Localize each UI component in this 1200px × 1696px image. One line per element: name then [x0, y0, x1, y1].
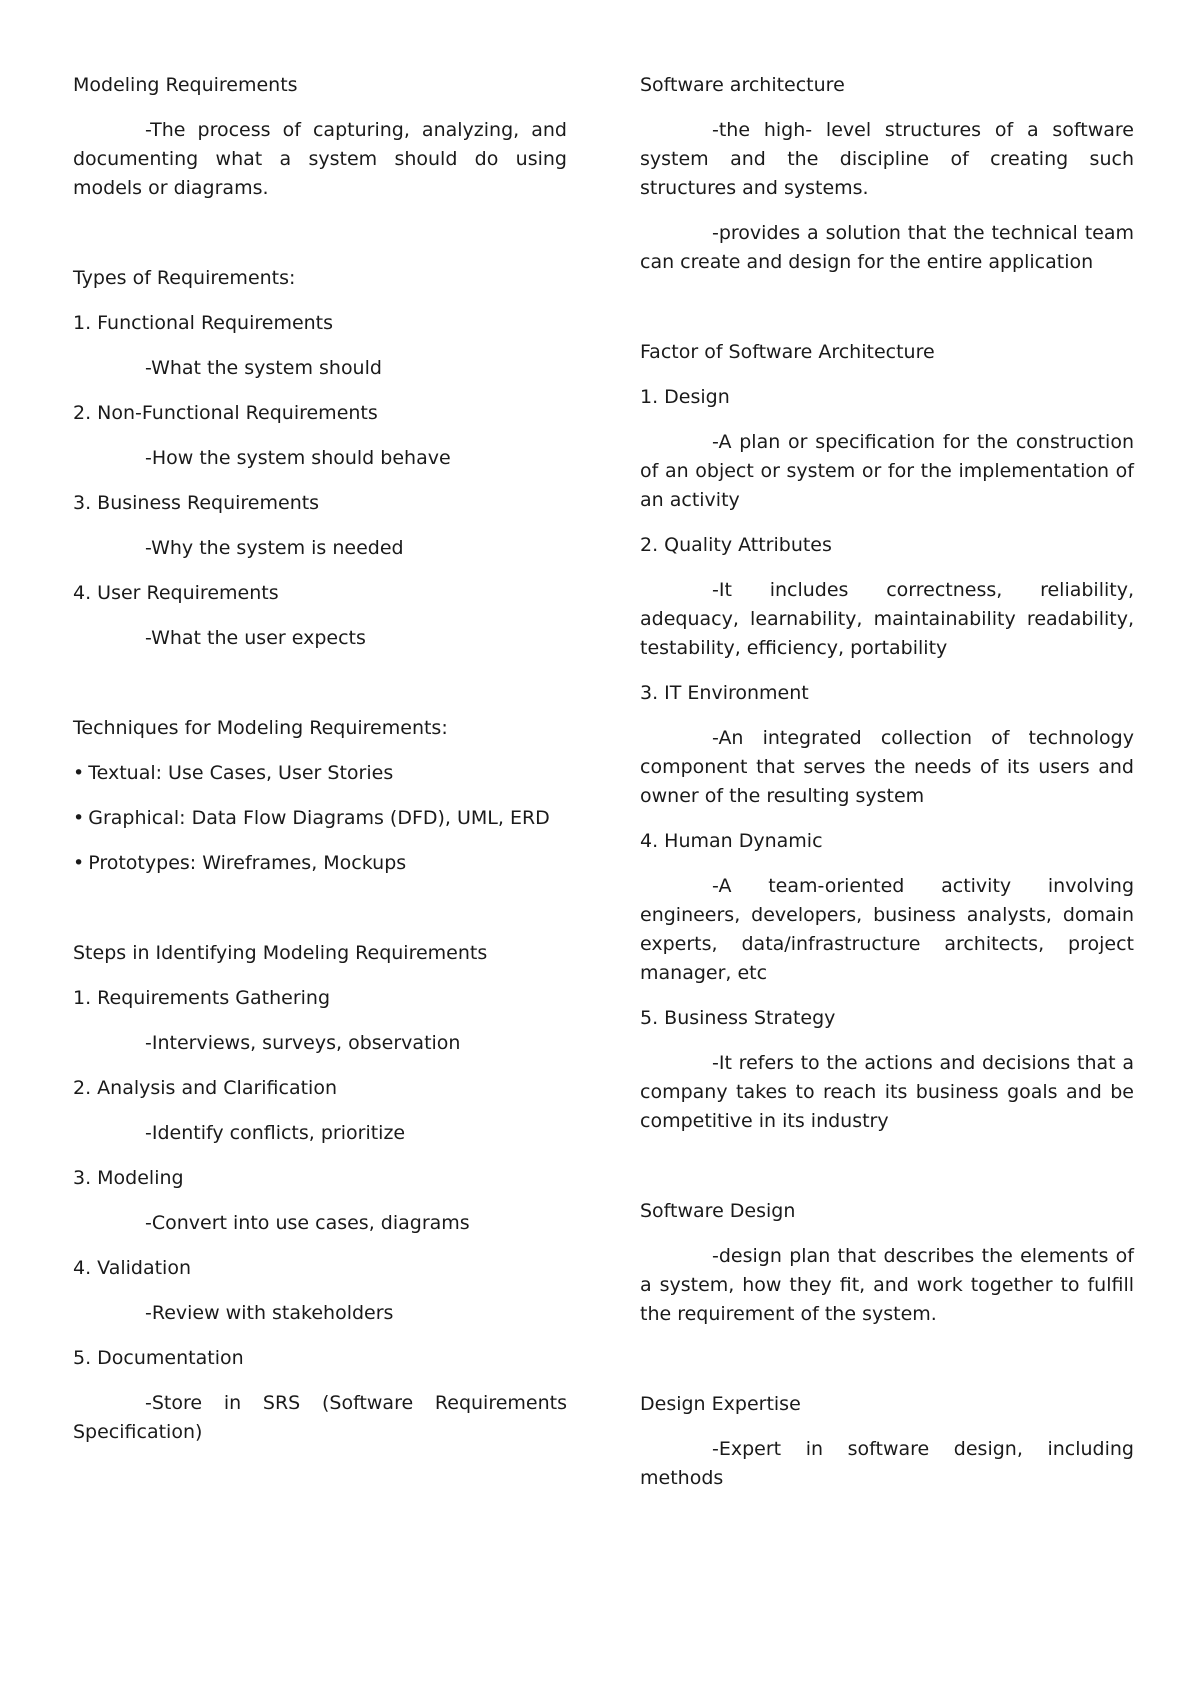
- software-architecture-heading: Software architecture: [640, 74, 845, 96]
- type-nonfunctional-title: 2. Non-Functional Requirements: [73, 402, 378, 424]
- type-business-desc: -Why the system is needed: [145, 537, 404, 559]
- software-design-heading: Software Design: [640, 1200, 796, 1222]
- factor-human-dynamic-desc: -A team-oriented activity involving engineers, developers, business analysts, domain experts, data/infrastructure architects, project manager, etc: [640, 875, 1134, 984]
- spacer: [73, 894, 567, 923]
- factor-quality-title: 2. Quality Attributes: [640, 534, 832, 556]
- software-architecture-definition-2: -provides a solution that the technical team can create and design for the entire application: [640, 222, 1134, 273]
- spacer: [640, 293, 1134, 322]
- spacer: [73, 669, 567, 698]
- type-business-title: 3. Business Requirements: [73, 492, 320, 514]
- design-expertise-definition: -Expert in software design, including methods: [640, 1438, 1134, 1489]
- type-functional-desc: -What the system should: [145, 357, 382, 379]
- step-validation-desc: -Review with stakeholders: [145, 1302, 394, 1324]
- types-of-requirements-heading: Types of Requirements:: [73, 267, 296, 289]
- spacer: [640, 1345, 1134, 1374]
- steps-heading: Steps in Identifying Modeling Requirements: [73, 942, 488, 964]
- techniques-heading: Techniques for Modeling Requirements:: [73, 717, 448, 739]
- factor-heading: Factor of Software Architecture: [640, 341, 935, 363]
- step-documentation-title: 5. Documentation: [73, 1347, 244, 1369]
- step-analysis-title: 2. Analysis and Clarification: [73, 1077, 338, 1099]
- factor-it-environment-title: 3. IT Environment: [640, 682, 809, 704]
- spacer: [640, 1152, 1134, 1181]
- software-design-definition: -design plan that describes the elements of a system, how they fit, and work together to fulfill the requirement of the system.: [640, 1245, 1134, 1325]
- step-analysis-desc: -Identify conflicts, prioritize: [145, 1122, 406, 1144]
- type-functional-title: 1. Functional Requirements: [73, 312, 334, 334]
- step-modeling-desc: -Convert into use cases, diagrams: [145, 1212, 470, 1234]
- type-user-desc: -What the user expects: [145, 627, 366, 649]
- factor-quality-desc: -It includes correctness, reliability, adequacy, learnability, maintainability readability, testability, efficiency, portability: [640, 579, 1134, 659]
- factor-design-title: 1. Design: [640, 386, 730, 408]
- technique-textual: • Textual: Use Cases, User Stories: [73, 759, 567, 788]
- factor-human-dynamic-title: 4. Human Dynamic: [640, 830, 823, 852]
- step-modeling-title: 3. Modeling: [73, 1167, 184, 1189]
- step-gathering-desc: -Interviews, surveys, observation: [145, 1032, 461, 1054]
- factor-business-strategy-title: 5. Business Strategy: [640, 1007, 836, 1029]
- left-column: [73, 71, 567, 1463]
- right-column: [640, 71, 1134, 1509]
- type-user-title: 4. User Requirements: [73, 582, 279, 604]
- factor-design-desc: -A plan or specification for the construction of an object or system or for the implementation of an activity: [640, 431, 1134, 511]
- step-documentation-desc: -Store in SRS (Software Requirements Specification): [73, 1392, 567, 1443]
- technique-graphical: • Graphical: Data Flow Diagrams (DFD), UML, ERD: [73, 804, 567, 833]
- technique-prototypes: • Prototypes: Wireframes, Mockups: [73, 849, 567, 878]
- modeling-requirements-heading: Modeling Requirements: [73, 74, 298, 96]
- modeling-requirements-definition: -The process of capturing, analyzing, and documenting what a system should do using models or diagrams.: [73, 119, 567, 199]
- design-expertise-heading: Design Expertise: [640, 1393, 801, 1415]
- step-gathering-title: 1. Requirements Gathering: [73, 987, 331, 1009]
- spacer: [73, 219, 567, 248]
- step-validation-title: 4. Validation: [73, 1257, 191, 1279]
- type-nonfunctional-desc: -How the system should behave: [145, 447, 451, 469]
- factor-it-environment-desc: -An integrated collection of technology component that serves the needs of its users and owner of the resulting system: [640, 727, 1134, 807]
- factor-business-strategy-desc: -It refers to the actions and decisions that a company takes to reach its business goals and be competitive in its industry: [640, 1052, 1134, 1132]
- software-architecture-definition: -the high- level structures of a software system and the discipline of creating such structures and systems.: [640, 119, 1134, 199]
